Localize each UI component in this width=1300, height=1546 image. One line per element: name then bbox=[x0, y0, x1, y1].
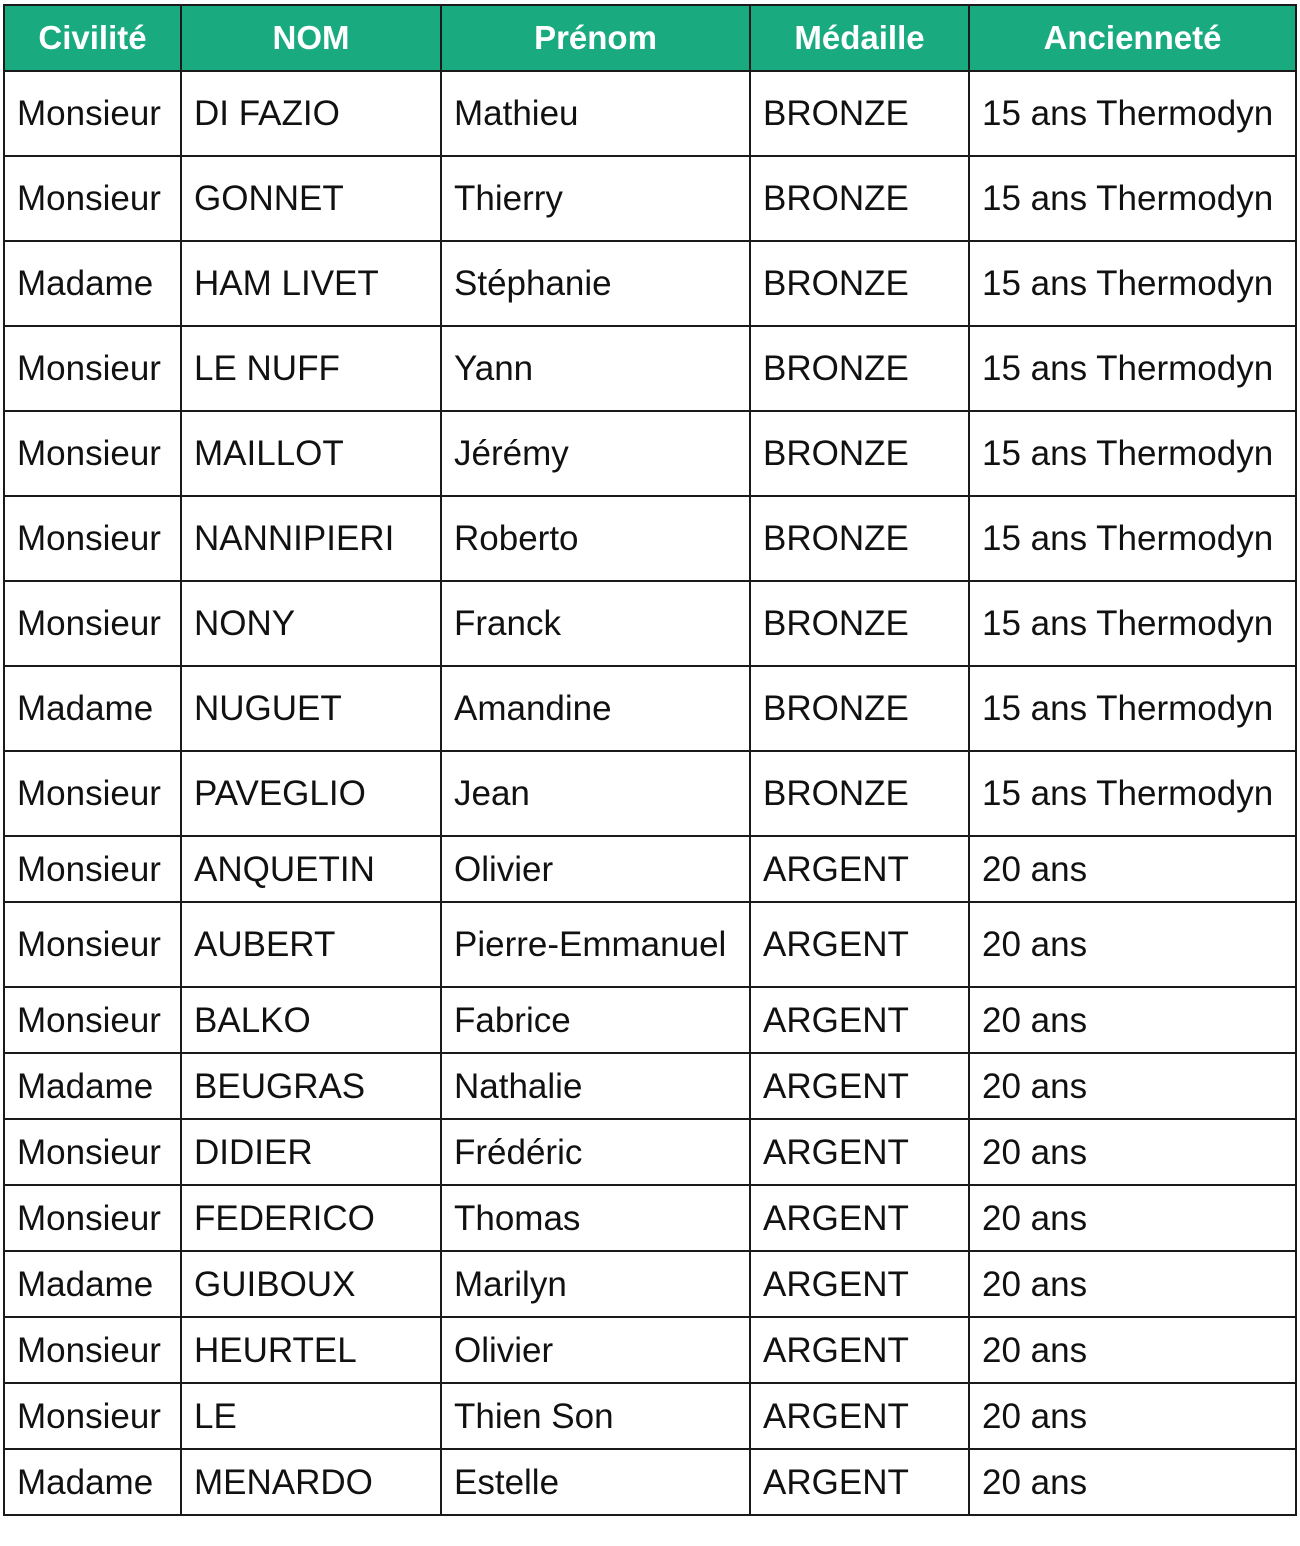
cell-civilite: Monsieur bbox=[4, 1119, 181, 1185]
cell-nom: NUGUET bbox=[181, 666, 441, 751]
cell-civilite: Monsieur bbox=[4, 1185, 181, 1251]
cell-prenom: Pierre-Emmanuel bbox=[441, 902, 750, 987]
cell-anciennete: 20 ans bbox=[969, 1053, 1296, 1119]
cell-nom: GONNET bbox=[181, 156, 441, 241]
cell-nom: BALKO bbox=[181, 987, 441, 1053]
cell-civilite: Monsieur bbox=[4, 156, 181, 241]
table-row bbox=[4, 156, 1296, 241]
cell-medaille: ARGENT bbox=[750, 902, 969, 987]
header-civilite: Civilité bbox=[4, 5, 181, 71]
cell-nom: DIDIER bbox=[181, 1119, 441, 1185]
cell-prenom: Marilyn bbox=[441, 1251, 750, 1317]
cell-nom: LE bbox=[181, 1383, 441, 1449]
cell-medaille: ARGENT bbox=[750, 1185, 969, 1251]
cell-anciennete: 15 ans Thermodyn bbox=[969, 326, 1296, 411]
cell-prenom: Olivier bbox=[441, 836, 750, 902]
cell-anciennete: 15 ans Thermodyn bbox=[969, 71, 1296, 156]
table-row bbox=[4, 1449, 1296, 1515]
cell-medaille: ARGENT bbox=[750, 836, 969, 902]
cell-medaille: ARGENT bbox=[750, 1053, 969, 1119]
cell-anciennete: 20 ans bbox=[969, 1251, 1296, 1317]
table-row bbox=[4, 496, 1296, 581]
cell-medaille: BRONZE bbox=[750, 581, 969, 666]
cell-prenom: Yann bbox=[441, 326, 750, 411]
cell-nom: MAILLOT bbox=[181, 411, 441, 496]
cell-nom: BEUGRAS bbox=[181, 1053, 441, 1119]
header-nom: NOM bbox=[181, 5, 441, 71]
table-row bbox=[4, 1119, 1296, 1185]
cell-nom: AUBERT bbox=[181, 902, 441, 987]
table-row bbox=[4, 326, 1296, 411]
cell-civilite: Madame bbox=[4, 241, 181, 326]
cell-medaille: ARGENT bbox=[750, 987, 969, 1053]
cell-medaille: BRONZE bbox=[750, 496, 969, 581]
cell-civilite: Madame bbox=[4, 1251, 181, 1317]
cell-nom: MENARDO bbox=[181, 1449, 441, 1515]
cell-medaille: ARGENT bbox=[750, 1119, 969, 1185]
cell-nom: ANQUETIN bbox=[181, 836, 441, 902]
table-row bbox=[4, 1053, 1296, 1119]
table-row bbox=[4, 241, 1296, 326]
cell-medaille: BRONZE bbox=[750, 71, 969, 156]
cell-prenom: Jean bbox=[441, 751, 750, 836]
cell-prenom: Jérémy bbox=[441, 411, 750, 496]
cell-prenom: Mathieu bbox=[441, 71, 750, 156]
table-row bbox=[4, 987, 1296, 1053]
cell-anciennete: 15 ans Thermodyn bbox=[969, 156, 1296, 241]
cell-civilite: Monsieur bbox=[4, 1317, 181, 1383]
cell-medaille: BRONZE bbox=[750, 666, 969, 751]
cell-anciennete: 15 ans Thermodyn bbox=[969, 496, 1296, 581]
cell-prenom: Thierry bbox=[441, 156, 750, 241]
cell-civilite: Monsieur bbox=[4, 326, 181, 411]
cell-nom: LE NUFF bbox=[181, 326, 441, 411]
cell-anciennete: 20 ans bbox=[969, 1119, 1296, 1185]
cell-medaille: ARGENT bbox=[750, 1449, 969, 1515]
cell-nom: HAM LIVET bbox=[181, 241, 441, 326]
cell-anciennete: 15 ans Thermodyn bbox=[969, 411, 1296, 496]
table-row bbox=[4, 581, 1296, 666]
cell-anciennete: 20 ans bbox=[969, 1383, 1296, 1449]
cell-anciennete: 15 ans Thermodyn bbox=[969, 241, 1296, 326]
cell-prenom: Thien Son bbox=[441, 1383, 750, 1449]
cell-nom: NONY bbox=[181, 581, 441, 666]
cell-civilite: Monsieur bbox=[4, 411, 181, 496]
cell-prenom: Estelle bbox=[441, 1449, 750, 1515]
cell-medaille: ARGENT bbox=[750, 1251, 969, 1317]
cell-civilite: Madame bbox=[4, 666, 181, 751]
cell-medaille: BRONZE bbox=[750, 241, 969, 326]
cell-nom: NANNIPIERI bbox=[181, 496, 441, 581]
header-medaille: Médaille bbox=[750, 5, 969, 71]
cell-prenom: Stéphanie bbox=[441, 241, 750, 326]
cell-nom: DI FAZIO bbox=[181, 71, 441, 156]
cell-anciennete: 20 ans bbox=[969, 1449, 1296, 1515]
table-row bbox=[4, 71, 1296, 156]
cell-civilite: Madame bbox=[4, 1449, 181, 1515]
table-row bbox=[4, 1383, 1296, 1449]
cell-medaille: BRONZE bbox=[750, 751, 969, 836]
cell-prenom: Fabrice bbox=[441, 987, 750, 1053]
cell-anciennete: 15 ans Thermodyn bbox=[969, 581, 1296, 666]
table-row bbox=[4, 1317, 1296, 1383]
table-row bbox=[4, 1185, 1296, 1251]
cell-civilite: Monsieur bbox=[4, 71, 181, 156]
header-row bbox=[4, 5, 1296, 71]
cell-prenom: Amandine bbox=[441, 666, 750, 751]
cell-anciennete: 20 ans bbox=[969, 902, 1296, 987]
cell-prenom: Roberto bbox=[441, 496, 750, 581]
cell-prenom: Franck bbox=[441, 581, 750, 666]
cell-civilite: Madame bbox=[4, 1053, 181, 1119]
cell-nom: PAVEGLIO bbox=[181, 751, 441, 836]
table-row bbox=[4, 751, 1296, 836]
table-row bbox=[4, 836, 1296, 902]
cell-nom: FEDERICO bbox=[181, 1185, 441, 1251]
cell-civilite: Monsieur bbox=[4, 581, 181, 666]
cell-anciennete: 15 ans Thermodyn bbox=[969, 751, 1296, 836]
cell-anciennete: 20 ans bbox=[969, 987, 1296, 1053]
cell-nom: HEURTEL bbox=[181, 1317, 441, 1383]
cell-prenom: Thomas bbox=[441, 1185, 750, 1251]
header-anciennete: Ancienneté bbox=[969, 5, 1296, 71]
cell-civilite: Monsieur bbox=[4, 751, 181, 836]
table-row bbox=[4, 666, 1296, 751]
cell-anciennete: 20 ans bbox=[969, 1317, 1296, 1383]
cell-medaille: ARGENT bbox=[750, 1317, 969, 1383]
cell-prenom: Nathalie bbox=[441, 1053, 750, 1119]
table-row bbox=[4, 411, 1296, 496]
header-prenom: Prénom bbox=[441, 5, 750, 71]
cell-medaille: ARGENT bbox=[750, 1383, 969, 1449]
cell-medaille: BRONZE bbox=[750, 326, 969, 411]
cell-civilite: Monsieur bbox=[4, 836, 181, 902]
table-row bbox=[4, 902, 1296, 987]
table-row bbox=[4, 1251, 1296, 1317]
cell-anciennete: 15 ans Thermodyn bbox=[969, 666, 1296, 751]
cell-nom: GUIBOUX bbox=[181, 1251, 441, 1317]
cell-prenom: Frédéric bbox=[441, 1119, 750, 1185]
cell-medaille: BRONZE bbox=[750, 156, 969, 241]
table-body bbox=[4, 71, 1296, 1515]
cell-civilite: Monsieur bbox=[4, 902, 181, 987]
cell-civilite: Monsieur bbox=[4, 496, 181, 581]
cell-medaille: BRONZE bbox=[750, 411, 969, 496]
medal-table bbox=[3, 4, 1297, 1516]
cell-civilite: Monsieur bbox=[4, 1383, 181, 1449]
cell-anciennete: 20 ans bbox=[969, 836, 1296, 902]
cell-anciennete: 20 ans bbox=[969, 1185, 1296, 1251]
cell-prenom: Olivier bbox=[441, 1317, 750, 1383]
cell-civilite: Monsieur bbox=[4, 987, 181, 1053]
